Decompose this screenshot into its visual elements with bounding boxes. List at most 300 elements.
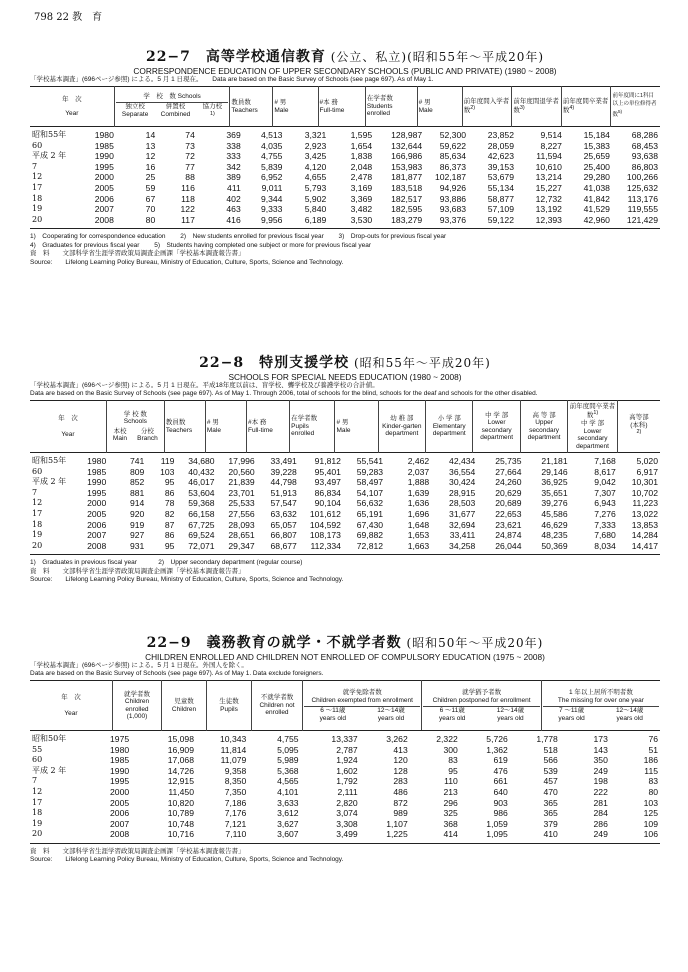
value-cell: 173 <box>593 734 608 744</box>
value-cell: 28,503 <box>449 498 476 509</box>
value-cell: 14,726 <box>167 765 194 776</box>
value-cell: 83 <box>648 776 658 787</box>
value-cell: 110 <box>444 776 458 787</box>
era-cell: 18 <box>32 193 43 203</box>
value-cell: 182,517 <box>391 193 423 204</box>
table-row <box>30 520 660 531</box>
value-cell: 10,702 <box>631 487 658 498</box>
value-cell: 5,726 <box>486 734 508 744</box>
value-cell: 539 <box>543 765 558 776</box>
value-cell: 59,622 <box>439 140 467 151</box>
table-row <box>30 798 660 809</box>
value-cell: 33,411 <box>449 530 476 541</box>
value-cell: 198 <box>593 776 608 787</box>
value-cell: 5,989 <box>277 755 299 766</box>
year-cell: 2005 <box>87 508 107 519</box>
value-cell: 93,683 <box>439 204 467 215</box>
table-row <box>30 456 660 467</box>
note-top: 「学校基本調査」(696ページ参照) による。5 月 1 日現在。 Data are based on the Basic Survey of Schools (see page 697). As of May 1. <box>30 76 434 83</box>
table-body <box>30 127 660 229</box>
table-row <box>30 215 660 226</box>
value-cell: 17,996 <box>228 456 255 466</box>
value-cell: 300 <box>443 744 458 755</box>
table-row <box>30 530 660 541</box>
value-cell: 72,812 <box>356 540 384 551</box>
value-cell: 56,632 <box>356 498 384 509</box>
value-cell: 108,173 <box>309 530 341 541</box>
value-cell: 125,632 <box>626 182 658 193</box>
value-cell: 914 <box>130 498 145 509</box>
value-cell: 1,778 <box>536 734 558 744</box>
value-cell: 29,347 <box>228 540 255 551</box>
value-cell: 50,369 <box>541 540 568 551</box>
value-cell: 78 <box>164 498 175 509</box>
year-cell: 1995 <box>94 161 114 172</box>
value-cell: 3,607 <box>277 829 299 840</box>
value-cell: 9,358 <box>224 765 247 776</box>
era-cell: 12 <box>32 786 43 796</box>
value-cell: 122 <box>180 204 195 215</box>
value-cell: 1,059 <box>486 818 508 829</box>
table-row <box>30 172 660 183</box>
value-cell: 23,621 <box>495 519 522 530</box>
value-cell: 86,803 <box>631 161 658 172</box>
table-row <box>30 734 660 745</box>
value-cell: 1,792 <box>336 776 358 787</box>
value-cell: 14,284 <box>631 530 658 541</box>
value-cell: 9,011 <box>261 182 283 193</box>
value-cell: 88 <box>185 172 195 183</box>
value-cell: 59,283 <box>356 466 384 477</box>
table-row <box>30 766 660 777</box>
value-cell: 55,134 <box>487 182 514 193</box>
value-cell: 33,491 <box>270 456 297 466</box>
table-row <box>30 755 660 766</box>
value-cell: 2,322 <box>436 734 458 744</box>
value-cell: 67,430 <box>356 519 384 530</box>
value-cell: 413 <box>393 744 408 755</box>
value-cell: 95 <box>164 477 175 488</box>
value-cell: 82 <box>164 508 175 519</box>
value-cell: 65,057 <box>270 519 297 530</box>
value-cell: 283 <box>393 776 408 787</box>
era-cell: 60 <box>32 466 43 476</box>
value-cell: 30,424 <box>449 477 476 488</box>
table-row <box>30 141 660 152</box>
value-cell: 4,101 <box>277 786 299 797</box>
year-cell: 1995 <box>87 487 107 498</box>
title-jp: 22−9 義務教育の就学・不就学者数 (昭和50年〜平成20年) <box>146 635 544 651</box>
value-cell: 1,107 <box>386 818 408 829</box>
era-cell: 7 <box>32 161 38 171</box>
value-cell: 4,755 <box>260 151 283 162</box>
value-cell: 4,513 <box>260 130 283 140</box>
value-cell: 13,022 <box>631 508 658 519</box>
value-cell: 48,235 <box>541 530 568 541</box>
value-cell: 41,842 <box>583 193 610 204</box>
value-cell: 16,909 <box>167 744 194 755</box>
value-cell: 63,632 <box>270 508 297 519</box>
value-cell: 931 <box>130 540 145 551</box>
value-cell: 23,852 <box>487 130 514 140</box>
value-cell: 4,035 <box>260 140 283 151</box>
year-cell: 2006 <box>94 193 114 204</box>
value-cell: 10,748 <box>167 818 194 829</box>
value-cell: 12,915 <box>167 776 194 787</box>
value-cell: 3,169 <box>350 182 373 193</box>
table-row <box>30 194 660 205</box>
table-body <box>30 731 660 844</box>
value-cell: 640 <box>493 786 508 797</box>
era-cell: 20 <box>32 214 43 224</box>
value-cell: 115 <box>644 765 658 776</box>
era-cell: 19 <box>32 530 43 540</box>
value-cell: 5,368 <box>277 765 299 776</box>
value-cell: 59,122 <box>487 214 514 225</box>
value-cell: 116 <box>181 182 195 193</box>
note-top: 「学校基本調査」(696ページ参照) による。5 月 1 日現在。外国人を除く。 <box>30 662 248 669</box>
value-cell: 57,109 <box>487 204 514 215</box>
era-cell: 昭和55年 <box>32 130 67 139</box>
value-cell: 70 <box>145 204 156 215</box>
year-cell: 2000 <box>110 786 130 797</box>
value-cell: 1,362 <box>486 744 508 755</box>
year-cell: 2006 <box>110 808 130 819</box>
value-cell: 8,034 <box>594 540 616 551</box>
value-cell: 77 <box>185 161 195 172</box>
value-cell: 95 <box>448 765 458 776</box>
value-cell: 95 <box>164 540 175 551</box>
value-cell: 476 <box>493 765 508 776</box>
value-cell: 296 <box>443 797 458 808</box>
value-cell: 128,987 <box>391 130 423 140</box>
table-row <box>30 151 660 162</box>
value-cell: 16 <box>145 161 156 172</box>
table-header: 年 次 Year 就学者数 Children enrolled (1,000) 児童数 Children 生徒数 Pupils 不就学者数 Children not enrolled 就学免除者数 Children exempted from enrollment 6 〜11歳 years old 12〜14歳 years old 就学猶予者数 Children postponed for enrollment 6 〜11歳 years old 12〜14歳 years old 1 年以上居所不明者数 The missing for over one year 7 〜11歳 years old 12〜14歳 years old <box>30 680 660 731</box>
value-cell: 7,168 <box>594 456 616 466</box>
value-cell: 54,107 <box>356 487 384 498</box>
value-cell: 6,189 <box>304 214 327 225</box>
value-cell: 58,497 <box>356 477 384 488</box>
value-cell: 23,701 <box>228 487 255 498</box>
value-cell: 619 <box>493 755 508 766</box>
value-cell: 4,565 <box>277 776 299 787</box>
value-cell: 10,610 <box>535 161 562 172</box>
value-cell: 118 <box>181 193 195 204</box>
table-22-9 <box>30 632 660 865</box>
value-cell: 17,068 <box>167 755 194 766</box>
value-cell: 8,227 <box>540 140 562 151</box>
value-cell: 94,926 <box>439 182 467 193</box>
value-cell: 5,839 <box>260 161 283 172</box>
value-cell: 11,814 <box>220 744 247 755</box>
era-cell: 昭和55年 <box>32 456 67 465</box>
value-cell: 24,874 <box>495 530 522 541</box>
value-cell: 34,680 <box>188 456 215 466</box>
era-cell: 平成 2 年 <box>32 477 67 487</box>
value-cell: 379 <box>543 818 558 829</box>
value-cell: 42,434 <box>449 456 476 466</box>
era-cell: 60 <box>32 140 43 150</box>
value-cell: 120 <box>393 755 408 766</box>
value-cell: 20,689 <box>495 498 522 509</box>
table-row <box>30 498 660 509</box>
value-cell: 72,071 <box>188 540 215 551</box>
value-cell: 286 <box>593 818 608 829</box>
value-cell: 10,716 <box>167 829 194 840</box>
table-row <box>30 509 660 520</box>
value-cell: 68,286 <box>631 130 658 140</box>
value-cell: 69,524 <box>188 530 215 541</box>
era-cell: 7 <box>32 487 38 497</box>
value-cell: 281 <box>593 797 608 808</box>
value-cell: 68,453 <box>631 140 658 151</box>
value-cell: 103 <box>643 797 658 808</box>
value-cell: 7,121 <box>224 818 247 829</box>
value-cell: 46,017 <box>188 477 215 488</box>
value-cell: 39,228 <box>270 466 297 477</box>
value-cell: 125 <box>643 808 658 819</box>
value-cell: 3,369 <box>350 193 373 204</box>
value-cell: 1,838 <box>350 151 373 162</box>
value-cell: 2,111 <box>337 786 358 797</box>
value-cell: 11,223 <box>632 498 658 509</box>
value-cell: 46,629 <box>541 519 568 530</box>
value-cell: 44,798 <box>270 477 297 488</box>
value-cell: 350 <box>593 755 608 766</box>
title-jp: 22−8 特別支援学校 (昭和55年〜平成20年) <box>199 355 491 371</box>
value-cell: 101,612 <box>309 508 341 519</box>
title-en: CORRESPONDENCE EDUCATION OF UPPER SECONDARY SCHOOLS (PUBLIC AND PRIVATE) (1980 ~ 2008) <box>133 66 557 76</box>
value-cell: 57,547 <box>270 498 297 509</box>
value-cell: 9,042 <box>594 477 616 488</box>
value-cell: 11,450 <box>168 786 194 797</box>
value-cell: 402 <box>226 193 241 204</box>
value-cell: 28,059 <box>487 140 514 151</box>
value-cell: 3,074 <box>336 808 358 819</box>
table-22-7 <box>30 46 660 267</box>
value-cell: 989 <box>393 808 408 819</box>
year-cell: 1975 <box>110 734 130 744</box>
year-cell: 1980 <box>87 456 107 466</box>
table-row <box>30 488 660 499</box>
year-cell: 2000 <box>87 498 107 509</box>
value-cell: 1,225 <box>386 829 408 840</box>
value-cell: 95,401 <box>314 466 341 477</box>
value-cell: 29,146 <box>541 466 568 477</box>
value-cell: 5,902 <box>304 193 327 204</box>
value-cell: 67 <box>145 193 156 204</box>
value-cell: 25,735 <box>495 456 522 466</box>
table-row <box>30 467 660 478</box>
value-cell: 25,400 <box>583 161 610 172</box>
value-cell: 470 <box>543 786 558 797</box>
table-row <box>30 541 660 552</box>
value-cell: 13,853 <box>631 519 658 530</box>
value-cell: 518 <box>543 744 558 755</box>
value-cell: 1,654 <box>350 140 373 151</box>
value-cell: 21,839 <box>228 477 255 488</box>
value-cell: 369 <box>226 130 241 140</box>
value-cell: 51 <box>648 744 658 755</box>
value-cell: 3,499 <box>336 829 358 840</box>
value-cell: 85,634 <box>439 151 467 162</box>
value-cell: 31,677 <box>449 508 476 519</box>
table-row <box>30 819 660 830</box>
value-cell: 186 <box>643 755 658 766</box>
era-cell: 18 <box>32 808 43 818</box>
value-cell: 102,187 <box>434 172 467 183</box>
value-cell: 21,181 <box>541 456 568 466</box>
value-cell: 249 <box>593 829 608 840</box>
value-cell: 132,644 <box>391 140 423 151</box>
value-cell: 119,555 <box>627 204 658 215</box>
era-cell: 昭和50年 <box>32 734 67 743</box>
value-cell: 2,820 <box>336 797 358 808</box>
value-cell: 69,882 <box>356 530 384 541</box>
value-cell: 3,612 <box>277 808 299 819</box>
value-cell: 3,530 <box>350 214 373 225</box>
value-cell: 9,956 <box>260 214 283 225</box>
value-cell: 143 <box>593 744 608 755</box>
value-cell: 1,696 <box>407 508 430 519</box>
value-cell: 83 <box>448 755 458 766</box>
value-cell: 1,653 <box>407 530 430 541</box>
value-cell: 109 <box>643 818 658 829</box>
value-cell: 5,840 <box>304 204 327 215</box>
value-cell: 661 <box>493 776 508 787</box>
table-row <box>30 130 660 141</box>
value-cell: 80 <box>648 786 658 797</box>
value-cell: 416 <box>226 214 241 225</box>
year-cell: 1980 <box>94 130 114 140</box>
value-cell: 27,556 <box>228 508 255 519</box>
value-cell: 3,482 <box>350 204 373 215</box>
year-cell: 1990 <box>87 477 107 488</box>
value-cell: 28,093 <box>228 519 255 530</box>
value-cell: 119 <box>160 456 175 466</box>
value-cell: 112,334 <box>310 540 341 551</box>
value-cell: 1,663 <box>407 540 430 551</box>
value-cell: 2,048 <box>350 161 373 172</box>
value-cell: 333 <box>226 151 241 162</box>
value-cell: 809 <box>130 466 145 477</box>
value-cell: 121,429 <box>626 214 658 225</box>
value-cell: 58,877 <box>487 193 514 204</box>
value-cell: 10,789 <box>167 808 194 819</box>
value-cell: 52,300 <box>439 130 467 140</box>
value-cell: 27,664 <box>495 466 522 477</box>
value-cell: 903 <box>493 797 508 808</box>
value-cell: 93,497 <box>314 477 341 488</box>
year-cell: 1990 <box>110 765 130 776</box>
year-cell: 1980 <box>110 744 130 755</box>
value-cell: 365 <box>543 808 558 819</box>
value-cell: 36,925 <box>541 477 568 488</box>
value-cell: 39,153 <box>487 161 514 172</box>
year-cell: 2008 <box>94 214 114 225</box>
value-cell: 410 <box>543 829 558 840</box>
value-cell: 183,518 <box>391 182 423 193</box>
era-cell: 12 <box>32 498 43 508</box>
year-cell: 1985 <box>94 140 114 151</box>
table-row <box>30 183 660 194</box>
value-cell: 183,279 <box>391 214 423 225</box>
value-cell: 12,732 <box>535 193 562 204</box>
value-cell: 2,923 <box>304 140 327 151</box>
table-row <box>30 477 660 488</box>
value-cell: 15,383 <box>583 140 610 151</box>
value-cell: 41,529 <box>583 204 610 215</box>
value-cell: 106 <box>643 829 658 840</box>
value-cell: 3,425 <box>304 151 327 162</box>
value-cell: 90,104 <box>314 498 341 509</box>
value-cell: 3,627 <box>277 818 299 829</box>
value-cell: 1,648 <box>407 519 430 530</box>
value-cell: 181,877 <box>391 172 423 183</box>
table-body <box>30 453 660 555</box>
value-cell: 66,158 <box>188 508 215 519</box>
value-cell: 26,044 <box>495 540 522 551</box>
value-cell: 86,834 <box>314 487 341 498</box>
value-cell: 86 <box>164 530 175 541</box>
value-cell: 100,266 <box>626 172 658 183</box>
value-cell: 182,595 <box>391 204 423 215</box>
value-cell: 93,886 <box>439 193 467 204</box>
title-en: SCHOOLS FOR SPECIAL NEEDS EDUCATION (1980 ~ 2008) <box>228 372 462 382</box>
value-cell: 39,276 <box>541 498 568 509</box>
page-header: 798 22 教 育 <box>34 12 103 23</box>
value-cell: 920 <box>130 508 145 519</box>
era-cell: 平成 2 年 <box>32 765 67 775</box>
value-cell: 9,333 <box>260 204 283 215</box>
value-cell: 40,432 <box>188 466 215 477</box>
value-cell: 32,694 <box>449 519 476 530</box>
value-cell: 153,983 <box>391 161 423 172</box>
value-cell: 10,301 <box>631 477 658 488</box>
value-cell: 3,308 <box>336 818 358 829</box>
value-cell: 7,333 <box>594 519 616 530</box>
value-cell: 86 <box>164 487 175 498</box>
value-cell: 59 <box>145 182 156 193</box>
value-cell: 1,095 <box>486 829 508 840</box>
value-cell: 5,793 <box>304 182 327 193</box>
value-cell: 10,820 <box>167 797 194 808</box>
year-cell: 1990 <box>94 151 114 162</box>
value-cell: 53,604 <box>188 487 215 498</box>
value-cell: 42,623 <box>487 151 514 162</box>
value-cell: 5,095 <box>277 744 299 755</box>
value-cell: 80 <box>145 214 156 225</box>
year-cell: 2005 <box>94 182 114 193</box>
value-cell: 13,192 <box>535 204 562 215</box>
year-cell: 2005 <box>110 797 130 808</box>
value-cell: 222 <box>593 786 608 797</box>
value-cell: 1,924 <box>336 755 358 766</box>
table-row <box>30 829 660 840</box>
value-cell: 1,639 <box>407 487 430 498</box>
value-cell: 927 <box>130 530 145 541</box>
value-cell: 67,725 <box>188 519 215 530</box>
value-cell: 104,592 <box>309 519 341 530</box>
title-en: CHILDREN ENROLLED AND CHILDREN NOT ENROLLED OF COMPULSORY EDUCATION (1975 ~ 2008) <box>145 652 545 662</box>
value-cell: 9,514 <box>540 130 562 140</box>
value-cell: 13,214 <box>535 172 562 183</box>
era-cell: 17 <box>32 797 43 807</box>
value-cell: 3,262 <box>386 734 408 744</box>
era-cell: 平成 2 年 <box>32 151 67 161</box>
table-row <box>30 787 660 798</box>
